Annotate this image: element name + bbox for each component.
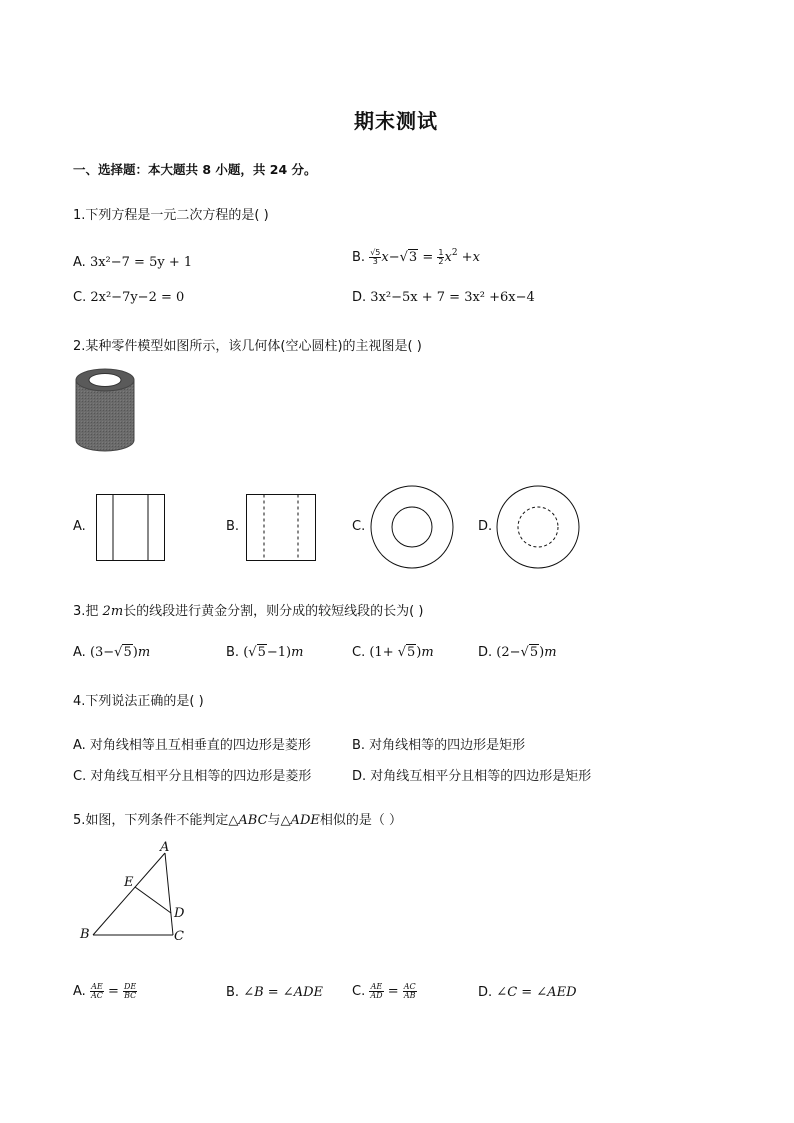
page-title: 期末测试 [354,109,438,133]
option-d-dashed-ring-view [496,485,580,569]
question-1-option-a[interactable]: A. 3x²−7 = 5y + 1 [73,255,193,270]
option-c-solid-rings-view [370,485,454,569]
question-2-stem: 2.某种零件模型如图所示，该几何体(空心圆柱)的主视图是( ) [73,339,422,354]
question-5-option-c[interactable]: C. $\frac{AE}{AD}$ = $\frac{AC}{AB}$ [352,982,416,1000]
option-b-dashed-lines-view [246,494,317,562]
question-5-stem: 5.如图，下列条件不能判定△ABC与△ADE相似的是（ ） [73,813,403,828]
fraction-one-half: $\frac{1}{2}$ [438,248,444,266]
question-3-option-c[interactable]: C. (1+ √5)m [352,645,434,660]
question-5-option-d[interactable]: D. ∠C = ∠AED [478,985,577,1000]
question-2-option-d[interactable]: D. [478,519,493,534]
question-3-option-b[interactable]: B. (√5−1)m [226,645,304,660]
figure-label-d: D [174,906,185,921]
section-header: 一、选择题：本大题共 8 小题，共 24 分。 [73,162,317,177]
question-1-stem: 1.下列方程是一元二次方程的是( ) [73,208,269,223]
hollow-cylinder-figure [70,362,140,457]
question-2-option-c[interactable]: C. [352,519,366,534]
figure-label-c: C [174,929,184,944]
question-4-option-c[interactable]: C. 对角线互相平分且相等的四边形是菱形 [73,769,312,784]
question-1-option-b[interactable]: B. $\frac{√5}{3}$ x−√3 = $\frac{1}{2}$ $x^2 +x$ [352,248,480,266]
question-5-option-a[interactable]: A. $\frac{AE}{AC}$ = $\frac{DE}{BC}$ [73,982,137,1000]
fraction-sqrt5-over-3: $\frac{√5}{3}$ [370,248,381,266]
figure-label-b: B [80,927,90,942]
question-5-option-b[interactable]: B. ∠B = ∠ADE [226,985,323,1000]
question-3-option-a[interactable]: A. (3−√5)m [73,645,151,660]
question-3-stem: 3.把 2m长的线段进行黄金分割，则分成的较短线段的长为( ) [73,604,424,619]
fraction-ae-over-ad: $\frac{AE}{AD}$ [370,982,383,1000]
question-1-option-d[interactable]: D. 3x²−5x + 7 = 3x² +6x−4 [352,290,535,305]
question-2-option-a[interactable]: A. [73,519,86,534]
question-1-option-c[interactable]: C. 2x²−7y−2 = 0 [73,290,185,305]
fraction-ac-over-ab: $\frac{AC}{AB}$ [403,982,416,1000]
question-3-option-d[interactable]: D. (2−√5)m [478,645,557,660]
question-4-option-d[interactable]: D. 对角线互相平分且相等的四边形是矩形 [352,769,592,784]
question-4-option-a[interactable]: A. 对角线相等且互相垂直的四边形是菱形 [73,738,311,753]
option-a-solid-lines-view [96,494,166,562]
question-2-option-b[interactable]: B. [226,519,240,534]
question-4-stem: 4.下列说法正确的是( ) [73,694,204,709]
fraction-ae-over-ac: $\frac{AE}{AC}$ [90,982,103,1000]
figure-label-e: E [124,875,134,890]
fraction-de-over-bc: $\frac{DE}{BC}$ [124,982,137,1000]
question-4-option-b[interactable]: B. 对角线相等的四边形是矩形 [352,738,526,753]
figure-label-a: A [160,840,170,855]
